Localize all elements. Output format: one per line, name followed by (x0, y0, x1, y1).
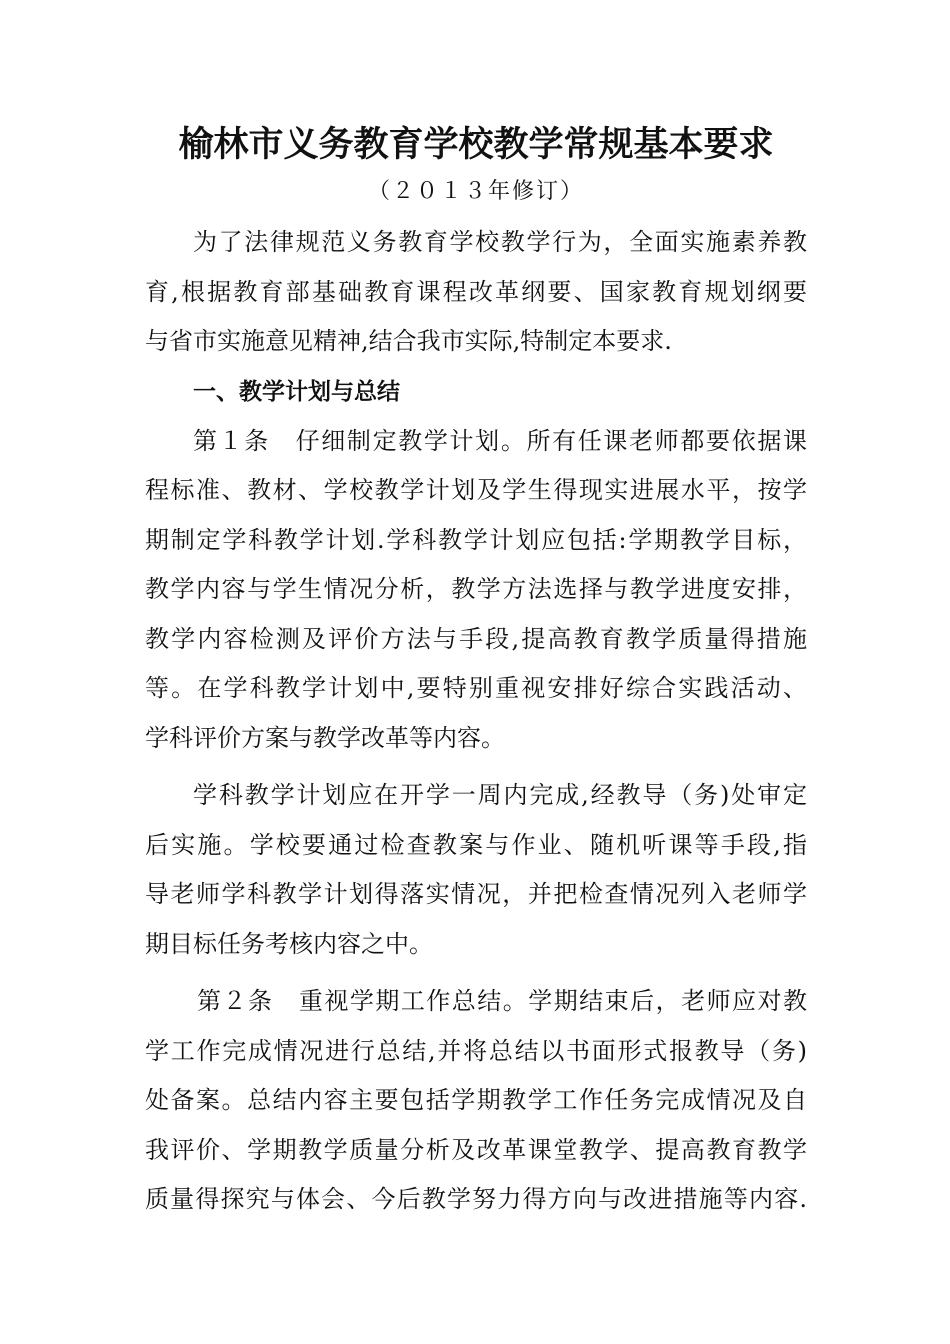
article-1-continuation-paragraph (145, 771, 807, 969)
text-line: 第２条 重视学期工作总结。学期结束后，老师应对教 (197, 987, 807, 1015)
text-line: 我评价、学期教学质量分析及改革课堂教学、提高教育教学 (145, 1135, 807, 1164)
document-page (145, 118, 807, 1225)
text-line: 处备案。总结内容主要包括学期教学工作任务完成情况及自 (145, 1086, 807, 1114)
section-heading: 一、教学计划与总结 (193, 378, 400, 405)
text-line: 等。在学科教学计划中,要特别重视安排好综合实践活动、 (145, 674, 807, 702)
text-line: 与省市实施意见精神,结合我市实际,特制定本要求. (145, 327, 672, 355)
text-line: 第１条 仔细制定教学计划。所有任课老师都要依据课 (193, 426, 807, 455)
text-line: 导老师学科教学计划得落实情况，并把检查情况列入老师学 (145, 880, 807, 908)
text-line: 期制定学科教学计划.学科教学计划应包括:学期教学目标， (145, 525, 807, 554)
text-line: 学科评价方案与教学改革等内容。 (145, 723, 505, 752)
text-line: 期目标任务考核内容之中。 (145, 929, 433, 958)
text-line: 程标准、教材、学校教学计划及学生得现实进展水平，按学 (145, 476, 807, 504)
text-line: 学科教学计划应在开学一周内完成,经教导（务)处审定 (193, 781, 807, 809)
text-line: 育,根据教育部基础教育课程改革纲要、国家教育规划纲要 (145, 277, 807, 306)
text-line: 学工作完成情况进行总结,并将总结以书面形式报教导（务) (145, 1036, 807, 1065)
article-2-paragraph (145, 977, 807, 1225)
document-subtitle: （２０１３年修订） (367, 179, 584, 204)
document-title: 榆林市义务教育学校教学常规基本要求 (178, 124, 774, 165)
article-1-paragraph (145, 417, 807, 764)
text-line: 教学内容检测及评价方法与手段,提高教育教学质量得措施 (145, 624, 807, 653)
text-line: 教学内容与学生情况分析，教学方法选择与教学进度安排， (145, 575, 807, 603)
intro-paragraph (145, 218, 807, 367)
text-line: 质量得探究与体会、今后教学努力得方向与改进措施等内容. (145, 1185, 807, 1213)
text-line: 后实施。学校要通过检查教案与作业、随机听课等手段,指 (145, 830, 807, 859)
text-line: 为了法律规范义务教育学校教学行为，全面实施素养教 (193, 228, 807, 256)
